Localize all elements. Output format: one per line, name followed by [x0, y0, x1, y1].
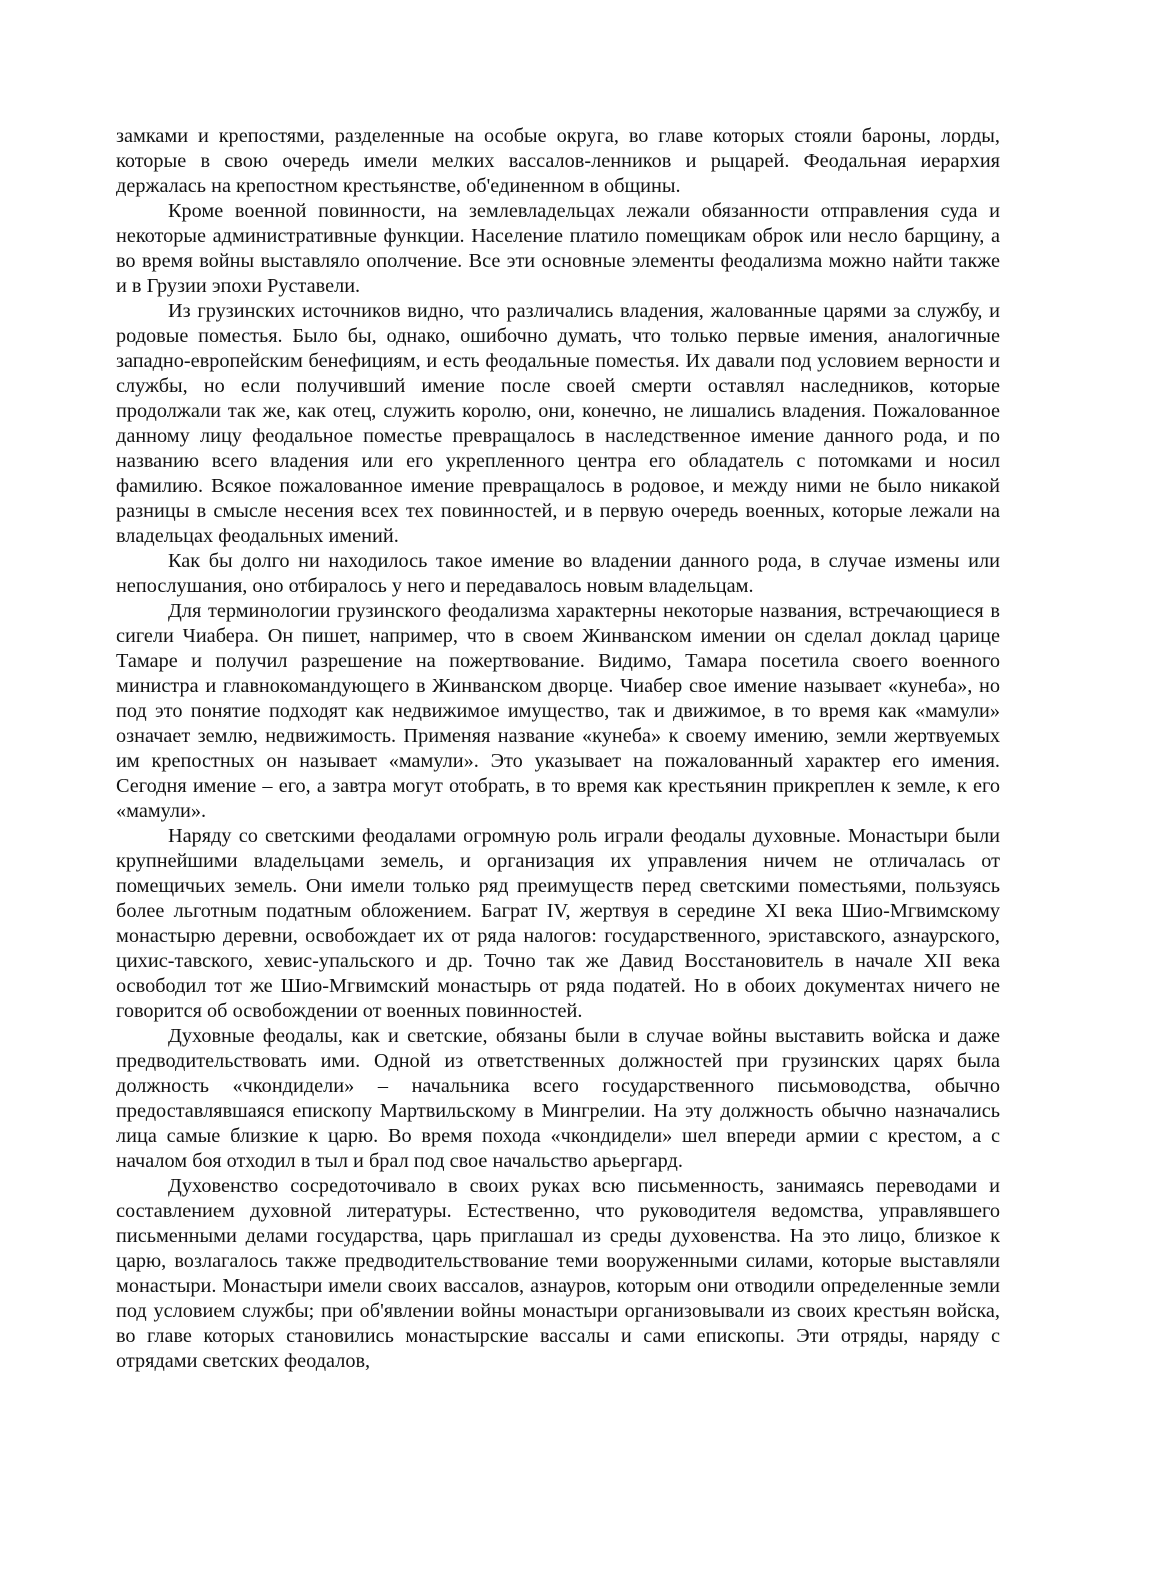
paragraph: Как бы долго ни находилось такое имение во владении данного рода, в случае измены или непослушания, оно отбиралось у него и передавалось новым владельцам. [116, 550, 1000, 597]
paragraph: Кроме военной повинности, на землевладельцах лежали обязанности отправления суда и некоторые административные функции. Население платило помещикам оброк или несло барщину, а во время войны выставляло ополчение. Все эти основные элементы феодализма можно найти также и в Грузии эпохи Руставели. [116, 200, 1000, 297]
document-page [116, 124, 1000, 1374]
paragraph: Для терминологии грузинского феодализма характерны некоторые названия, встречающиеся в сигели Чиабера. Он пишет, например, что в своем Жинванском имении он сделал доклад царице Тамаре и получил разрешение на пожертвование. Видимо, Тамара посетила своего военного министра и главнокомандующего в Жинванском дворце. Чиабер свое имение называет «кунеба», но под это понятие подходят как недвижимое имущество, так и движимое, в то время как «мамули» означает землю, недвижимость. Применяя название «кунеба» к своему имению, земли жертвуемых им крепостных он называет «мамули». Это указывает на пожалованный характер его имения. Сегодня имение – его, а завтра могут отобрать, в то время как крестьянин прикреплен к земле, к его «мамули». [116, 600, 1000, 822]
paragraph: Наряду со светскими феодалами огромную роль играли феодалы духовные. Монастыри были крупнейшими владельцами земель, и организация их управления ничем не отличалась от помещичьих земель. Они имели только ряд преимуществ перед светскими поместьями, пользуясь более льготным податным обложением. Баграт IV, жертвуя в середине XI века Шио-Мгвимскому монастырю деревни, освобождает их от ряда налогов: государственного, эриставского, азнаурского, цихис-тавского, хевис-упальского и др. Точно так же Давид Восстановитель в начале XII века освободил тот же Шио-Мгвимский монастырь от ряда податей. Но в обоих документах ничего не говорится об освобождении от военных повинностей. [116, 825, 1000, 1022]
paragraph-continuation: замками и крепостями, разделенные на особые округа, во главе которых стояли бароны, лорды, которые в свою очередь имели мелких вассалов-ленников и рыцарей. Феодальная иерархия держалась на крепостном крестьянстве, об'единенном в общины. [116, 125, 1000, 197]
paragraph: Из грузинских источников видно, что различались владения, жалованные царями за службу, и родовые поместья. Было бы, однако, ошибочно думать, что только первые имения, аналогичные западно-европейским бенефициям, и есть феодальные поместья. Их давали под условием верности и службы, но если получивший имение после своей смерти оставлял наследников, которые продолжали так же, как отец, служить королю, они, конечно, не лишались владения. Пожалованное данному лицу феодальное поместье превращалось в наследственное имение данного рода, и по названию всего владения или его укрепленного центра его обладатель с потомками и носил фамилию. Всякое пожалованное имение превращалось в родовое, и между ними не было никакой разницы в смысле несения всех тех повинностей, и в первую очередь военных, которые лежали на владельцах феодальных имений. [116, 300, 1000, 547]
paragraph: Духовенство сосредоточивало в своих руках всю письменность, занимаясь переводами и составлением духовной литературы. Естественно, что руководителя ведомства, управлявшего письменными делами государства, царь приглашал из среды духовенства. На это лицо, близкое к царю, возлагалось также предводительствование теми вооруженными силами, которые выставляли монастыри. Монастыри имели своих вассалов, азнауров, которым они отводили определенные земли под условием службы; при об'явлении войны монастыри организовывали из своих крестьян войска, во главе которых становились монастырские вассалы и сами епископы. Эти отряды, наряду с отрядами светских феодалов, [116, 1175, 1000, 1372]
paragraph: Духовные феодалы, как и светские, обязаны были в случае войны выставить войска и даже предводительствовать ими. Одной из ответственных должностей при грузинских царях была должность «чкондидели» – начальника всего государственного письмоводства, обычно предоставлявшаяся епископу Мартвильскому в Мингрелии. На эту должность обычно назначались лица самые близкие к царю. Во время похода «чкондидели» шел впереди армии с крестом, а с началом боя отходил в тыл и брал под свое начальство арьергард. [116, 1025, 1000, 1172]
